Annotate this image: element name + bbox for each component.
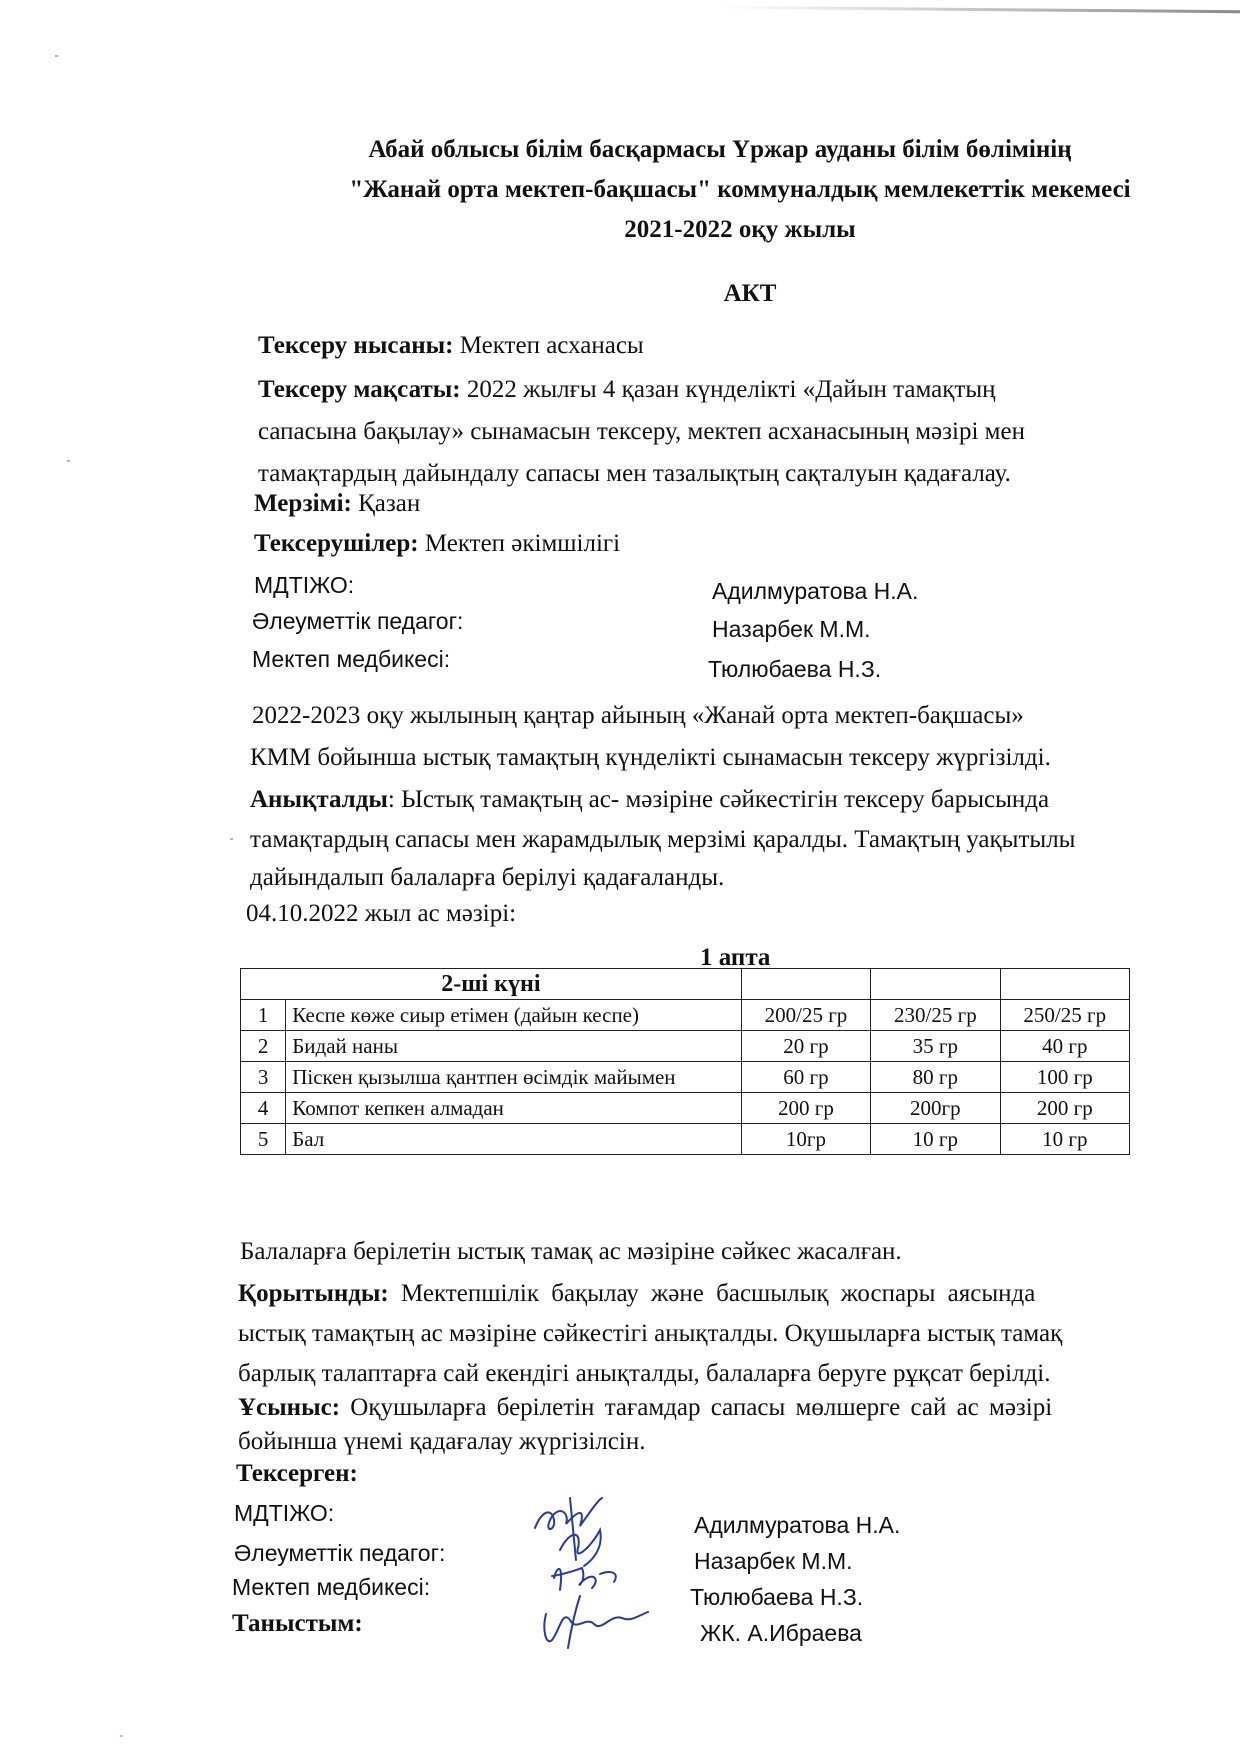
- inspectors-value: Мектеп әкімшілігі: [418, 530, 621, 557]
- acquainted-label: Таныстым:: [232, 1610, 363, 1637]
- scan-speck: [230, 838, 233, 840]
- found-line-2: тамақтардың сапасы мен жарамдылық мерзімі қаралды. Тамақтың уақытылы: [250, 826, 1076, 853]
- header-line-3: 2021-2022 оқу жылы: [624, 216, 856, 243]
- signer-role-3: Мектеп медбикесі:: [232, 1574, 431, 1600]
- menu-date: 04.10.2022 жыл ас мәзірі:: [246, 900, 517, 927]
- conclusion-line-2: ыстық тамақтың ас мәзіріне сәйкестігі анықталды. Оқушыларға ыстық тамақ: [238, 1320, 1063, 1347]
- dish-name: Кеспе көже сиыр етімен (дайын кеспе): [286, 1000, 742, 1031]
- term-value: Қазан: [351, 490, 421, 517]
- table-row: [241, 1093, 1130, 1124]
- portion-2: 35 гр: [871, 1031, 1000, 1062]
- object-value: Мектеп асханасы: [453, 332, 644, 359]
- dish-name: Бидай наны: [286, 1031, 742, 1062]
- portion-3: 200 гр: [1000, 1093, 1129, 1124]
- header-line-2: "Жанай орта мектеп-бақшасы" коммуналдық мемлекеттік мекемесі: [349, 176, 1131, 203]
- inspectors-line: [254, 530, 620, 558]
- inspectors-label: Тексерушілер:: [254, 530, 419, 557]
- table-row: [241, 969, 1130, 1000]
- purpose-label: Тексеру мақсаты:: [258, 376, 461, 403]
- table-row: [241, 1031, 1130, 1062]
- found-line-1: [250, 786, 1049, 814]
- signer-name-2: Назарбек М.М.: [694, 1548, 853, 1574]
- row-number: 5: [241, 1124, 286, 1155]
- menu-table: [240, 968, 1130, 1155]
- signer-name-3: Тюлюбаева Н.З.: [690, 1584, 864, 1610]
- table-row: [241, 1062, 1130, 1093]
- inspector-name-2: Назарбек М.М.: [712, 616, 871, 642]
- row-number: 1: [241, 1000, 286, 1031]
- conclusion-line-1: [238, 1280, 1035, 1308]
- scan-speck: [120, 1735, 123, 1737]
- conclusion-label: Қорытынды:: [238, 1280, 389, 1307]
- inspector-name-3: Тюлюбаева Н.З.: [708, 656, 882, 682]
- object-line: [258, 332, 644, 360]
- proposal-line-1: [238, 1394, 1052, 1422]
- purpose-line-3: тамақтардың дайындалу сапасы мен тазалықтың сақталуын қадағалау.: [258, 460, 1011, 487]
- signature-strokes: [535, 1498, 648, 1648]
- inspector-role-2: Әлеуметтік педагог:: [252, 608, 464, 634]
- term-line: [254, 490, 420, 518]
- object-label: Тексеру нысаны:: [258, 332, 454, 359]
- inspector-name-1: Адилмуратова Н.А.: [712, 578, 919, 604]
- proposal-text-1: Оқушыларға берілетін тағамдар сапасы мөлшерге сай ас мәзірі: [340, 1394, 1053, 1421]
- portion-3: 40 гр: [1000, 1031, 1129, 1062]
- signer-role-2: Әлеуметтік педагог:: [234, 1540, 446, 1566]
- scan-speck: [67, 460, 70, 462]
- portion-1: 60 гр: [741, 1062, 870, 1093]
- table-row: [241, 1000, 1130, 1031]
- conclusion-line-3: барлық талаптарға сай екендігі анықталды, балаларға беруге рұқсат берілді.: [238, 1360, 1051, 1387]
- proposal-label: Ұсыныс:: [238, 1394, 341, 1421]
- table-cell: [871, 969, 1000, 1000]
- signer-name-1: Адилмуратова Н.А.: [694, 1512, 901, 1538]
- portion-3: 250/25 гр: [1000, 1000, 1129, 1031]
- menu-note: Балаларға берілетін ыстық тамақ ас мәзіріне сәйкес жасалған.: [240, 1238, 902, 1265]
- scan-speck: [55, 55, 58, 57]
- portion-1: 20 гр: [741, 1031, 870, 1062]
- portion-2: 230/25 гр: [871, 1000, 1000, 1031]
- acquainted-name: ЖК. А.Ибраева: [700, 1620, 862, 1646]
- portion-2: 80 гр: [871, 1062, 1000, 1093]
- signer-role-1: МДТІЖО:: [234, 1500, 335, 1526]
- row-number: 3: [241, 1062, 286, 1093]
- handwritten-signatures: [530, 1490, 670, 1660]
- portion-3: 100 гр: [1000, 1062, 1129, 1093]
- week-label: 1 апта: [700, 944, 771, 971]
- header-line-1: Абай облысы білім басқармасы Үржар ауданы білім бөлімінің: [368, 136, 1072, 163]
- found-label: Анықталды: [250, 786, 388, 813]
- purpose-line-1: [258, 376, 996, 404]
- portion-3: 10 гр: [1000, 1124, 1129, 1155]
- purpose-text-1: 2022 жылғы 4 қазан күнделікті «Дайын тамақтың: [460, 376, 996, 403]
- proposal-line-2: бойынша үнемі қадағалау жүргізілсін.: [238, 1428, 646, 1455]
- portion-1: 10гр: [741, 1124, 870, 1155]
- term-label: Мерзімі:: [254, 490, 352, 517]
- dish-name: Бал: [286, 1124, 742, 1155]
- table-cell: [741, 969, 870, 1000]
- portion-1: 200 гр: [741, 1093, 870, 1124]
- dish-name: Компот кепкен алмадан: [286, 1093, 742, 1124]
- table-row: [241, 1124, 1130, 1155]
- found-line-3: дайындалып балаларға берілуі қадағаланды.: [250, 864, 725, 891]
- portion-2: 10 гр: [871, 1124, 1000, 1155]
- purpose-line-2: сапасына бақылау» сынамасын тексеру, мектеп асханасының мәзірі мен: [258, 418, 1025, 445]
- row-number: 2: [241, 1031, 286, 1062]
- table-cell: [1000, 969, 1129, 1000]
- inspector-role-1: МДТІЖО:: [254, 572, 355, 598]
- portion-1: 200/25 гр: [741, 1000, 870, 1031]
- inspector-role-3: Мектеп медбикесі:: [252, 646, 451, 672]
- dish-name: Піскен қызылша қантпен өсімдік майымен: [286, 1062, 742, 1093]
- act-title: АКТ: [723, 280, 777, 307]
- conclusion-text-1: Мектепшілік бақылау және басшылық жоспары аясында: [388, 1280, 1036, 1307]
- row-number: 4: [241, 1093, 286, 1124]
- day-header: 2-ші күні: [241, 969, 742, 1000]
- paragraph-1-line-1: 2022-2023 оқу жылының қаңтар айының «Жанай орта мектеп-бақшасы»: [252, 702, 1024, 729]
- scan-edge-line: [720, 6, 1240, 14]
- checked-label: Тексерген:: [236, 1460, 358, 1487]
- found-text-1: : Ыстық тамақтың ас- мәзіріне сәйкестігін тексеру барысында: [387, 786, 1050, 813]
- paragraph-1-line-2: КММ бойынша ыстық тамақтың күнделікті сынамасын тексеру жүргізілді.: [250, 744, 1051, 771]
- portion-2: 200гр: [871, 1093, 1000, 1124]
